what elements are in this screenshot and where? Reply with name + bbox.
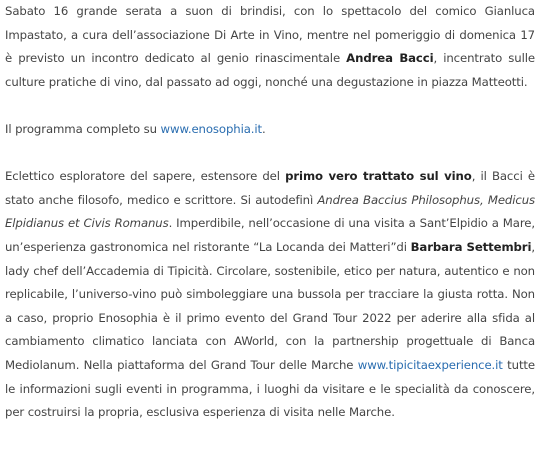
bold-name-andrea-bacci: Andrea Bacci <box>346 51 434 66</box>
enosophia-link[interactable]: www.enosophia.it <box>160 121 263 136</box>
paragraph-text: , lady chef dell’Accademia di Tipicità. Circolare, sostenibile, etico per natura, autentico e non replicabile, l’universo-vino può simboleggiare una bussola per tracciare la giusta rotta. Non a caso, proprio Enosophia è il primo evento del Grand Tour 2022 per aderire alla sfida al cambiamento climatico lanciata con AWorld, con la partnership progettuale di Banca Mediolanum. Nella piattaforma del Grand Tour delle Marche <box>5 239 535 372</box>
bold-first-wine-treatise: primo vero trattato sul vino <box>285 169 472 184</box>
paragraph-text: . Imperdibile, nell’occasione di una visita a Sant’Elpidio a Mare, un’esperienza gastronomica nel ristorante “La Locanda dei Matteri”di <box>5 216 535 254</box>
italic-latin-title: Andrea Baccius Philosophus, Medicus Elpidianus et Civis Romanus <box>5 192 535 231</box>
paragraph-program-link <box>5 118 535 142</box>
paragraph-event-schedule <box>5 0 535 94</box>
paragraph-text: Eclettico esploratore del sapere, estensore del <box>5 169 286 184</box>
paragraph-text: , incentrato sulle culture pratiche di vino, dal passato ad oggi, nonché una degustazione in piazza Matteotti. <box>5 51 535 89</box>
paragraph-text: Il programma completo su <box>5 121 161 136</box>
article-body <box>5 0 535 425</box>
tipicitaexperience-link[interactable]: www.tipicitaexperience.it <box>357 357 503 372</box>
paragraph-spacer <box>5 94 535 118</box>
bold-name-barbara-settembri: Barbara Settembri <box>410 239 532 254</box>
paragraph-spacer <box>5 142 535 166</box>
paragraph-text: . <box>262 121 266 136</box>
paragraph-text: tutte le informazioni sugli eventi in programma, i luoghi da visitare e le specialità da conoscere, per costruirsi la propria, esclusiva esperienza di visita nelle Marche. <box>5 357 535 420</box>
paragraph-text: Sabato 16 grande serata a suon di brindisi, con lo spettacolo del comico Gianluca Impastato, a cura dell’associazione Di Arte in Vino, mentre nel pomeriggio di domenica 17 è previsto un incontro dedicato al genio rinascimentale <box>5 4 535 66</box>
paragraph-bacci-description <box>5 165 535 425</box>
paragraph-text: , il Bacci è stato anche filosofo, medico e scrittore. Si autodefinì <box>5 169 535 207</box>
